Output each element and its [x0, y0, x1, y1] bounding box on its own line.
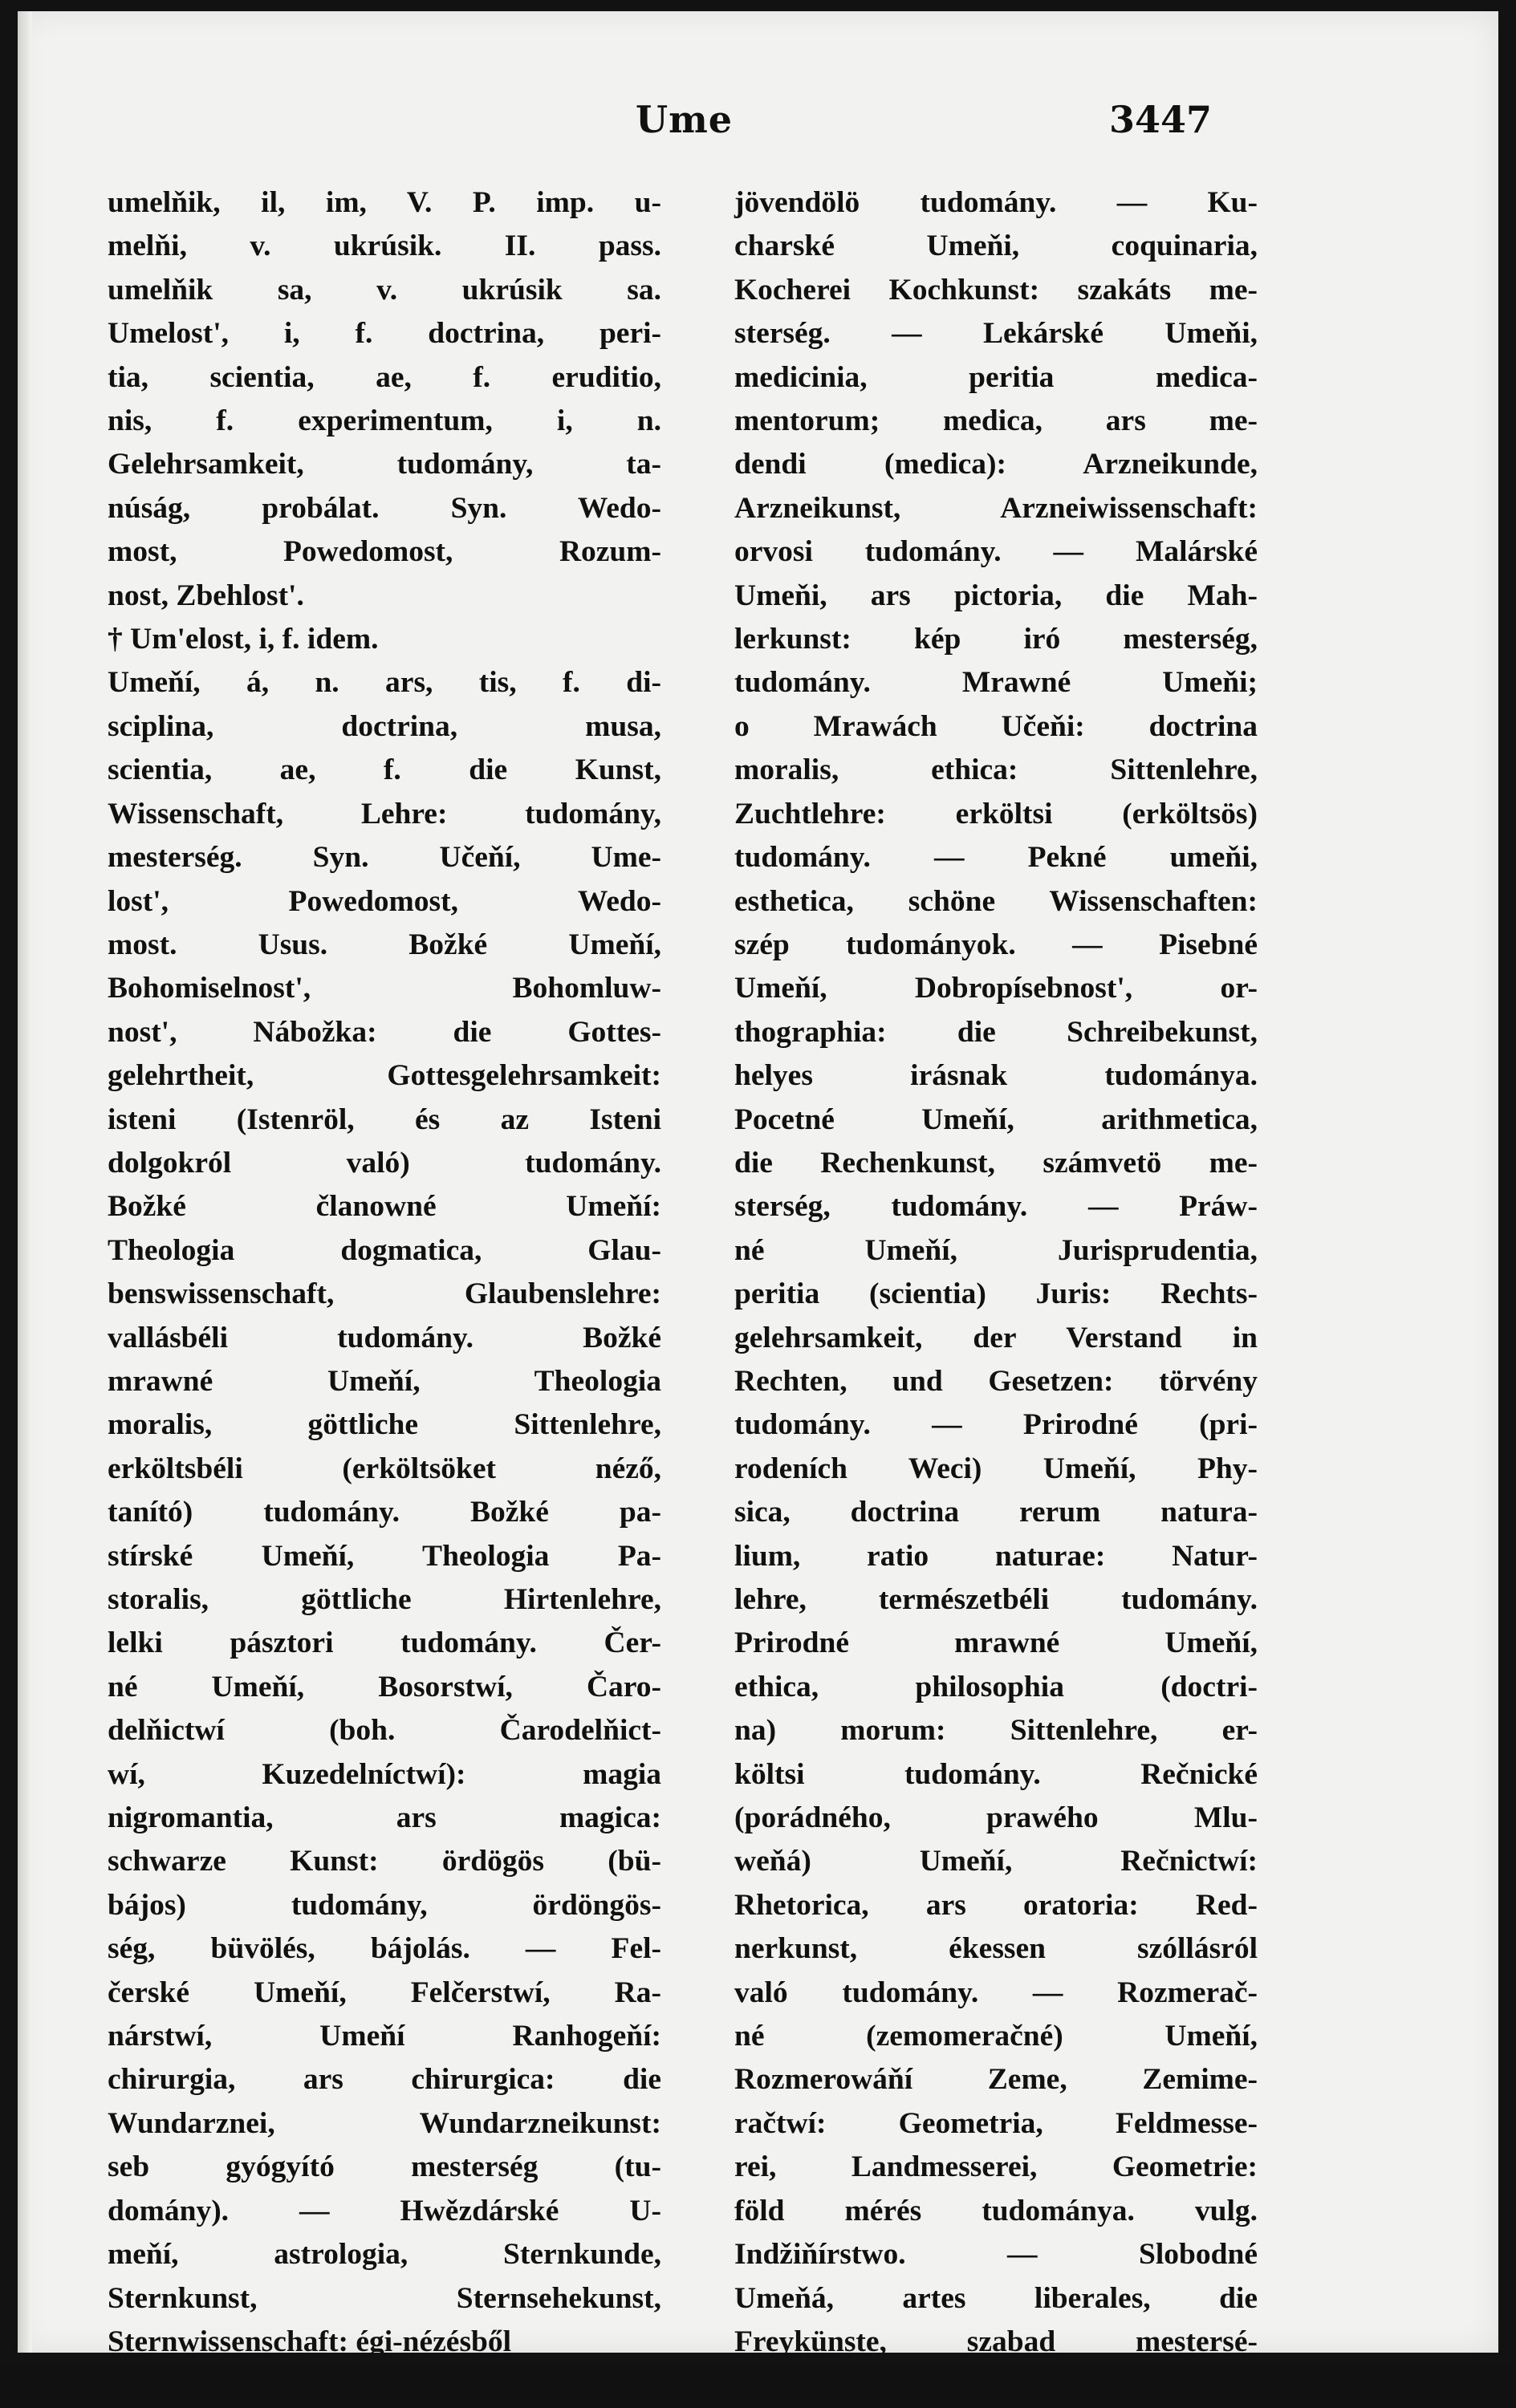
text-line: moralis, ethica: Sittenlehre,: [734, 753, 1258, 787]
text-line: nost', Nábožka: die Gottes-: [108, 1015, 661, 1049]
text-line: melňi, v. ukrúsik. II. pass.: [108, 229, 661, 263]
text-line: čerské Umeňí, Felčerstwí, Ra-: [108, 1976, 661, 2009]
text-line: Zuchtlehre: erköltsi (erköltsös): [734, 797, 1258, 830]
text-line: stírské Umeňí, Theologia Pa-: [108, 1539, 661, 1573]
text-line: račtwí: Geometria, Feldmesse-: [734, 2106, 1258, 2140]
text-line: benswissenschaft, Glaubenslehre:: [108, 1277, 661, 1311]
text-line: (porádného, prawého Mlu-: [734, 1801, 1258, 1835]
text-line: való tudomány. — Rozmerač-: [734, 1976, 1258, 2009]
text-line: Bohomiselnost', Bohomluw-: [108, 972, 661, 1005]
text-line: jövendölö tudomány. — Ku-: [734, 186, 1258, 219]
text-line: scientia, ae, f. die Kunst,: [108, 753, 661, 787]
text-line: storalis, göttliche Hirtenlehre,: [108, 1583, 661, 1616]
text-line: meňí, astrologia, Sternkunde,: [108, 2238, 661, 2272]
text-line: most, Powedomost, Rozum-: [108, 535, 661, 569]
text-line: ethica, philosophia (doctri-: [734, 1670, 1258, 1703]
text-line: gelehrtheit, Gottesgelehrsamkeit:: [108, 1059, 661, 1093]
running-head: Ume: [636, 98, 734, 141]
page-header: [18, 98, 1498, 154]
text-line: isteni (Istenröl, és az Isteni: [108, 1102, 661, 1136]
text-line: o Mrawách Učeňi: doctrina: [734, 709, 1258, 743]
text-line: Wissenschaft, Lehre: tudomány,: [108, 797, 661, 830]
text-line: tudomány. — Pekné umeňi,: [734, 841, 1258, 875]
text-line: bájos) tudomány, ördöngös-: [108, 1888, 661, 1922]
text-line: domány). — Hwězdárské U-: [108, 2194, 661, 2227]
text-line: lost', Powedomost, Wedo-: [108, 884, 661, 918]
text-line: Sternkunst, Sternsehekunst,: [108, 2281, 661, 2315]
text-line: die Rechenkunst, számvetö me-: [734, 1146, 1258, 1180]
text-line: Kocherei Kochkunst: szakáts me-: [734, 273, 1258, 307]
text-line: umelňik sa, v. ukrúsik sa.: [108, 273, 661, 307]
text-line: sciplina, doctrina, musa,: [108, 709, 661, 743]
text-line: föld mérés tudománya. vulg.: [734, 2194, 1258, 2227]
right-column: [734, 181, 1258, 2408]
text-line: mrawné Umeňí, Theologia: [108, 1364, 661, 1398]
text-line: moralis, göttliche Sittenlehre,: [108, 1408, 661, 1442]
text-line: Gelehrsamkeit, tudomány, ta-: [108, 448, 661, 481]
text-line: rei, Landmesserei, Geometrie:: [734, 2150, 1258, 2184]
text-line: seb gyógyító mesterség (tu-: [108, 2150, 661, 2184]
text-line: gek.: [734, 2369, 787, 2402]
text-line: charské Umeňi, coquinaria,: [734, 229, 1258, 263]
text-line: dendi (medica): Arzneikunde,: [734, 448, 1258, 481]
text-line: schwarze Kunst: ördögös (bü-: [108, 1845, 661, 1878]
text-line: sica, doctrina rerum natura-: [734, 1496, 1258, 1529]
text-line: † Um'elost, i, f. idem.: [108, 623, 379, 656]
text-line: Prirodné mrawné Umeňí,: [734, 1626, 1258, 1660]
text-line: nost, Zbehlost'.: [108, 579, 304, 612]
text-line: dolgokról való) tudomány.: [108, 1146, 661, 1180]
text-line: esthetica, schöne Wissenschaften:: [734, 884, 1258, 918]
text-line: Sternwissenschaft: égi-nézésből: [108, 2325, 512, 2358]
text-line: Pocetné Umeňí, arithmetica,: [734, 1102, 1258, 1136]
text-line: költsi tudomány. Rečnické: [734, 1757, 1258, 1791]
text-line: né Umeňí, Jurisprudentia,: [734, 1233, 1258, 1267]
text-line: weňá) Umeňí, Rečnictwí:: [734, 1845, 1258, 1878]
text-line: wí, Kuzedelníctwí): magia: [108, 1757, 661, 1791]
text-line: medicinia, peritia medica-: [734, 360, 1258, 394]
page-number: 3447: [1109, 98, 1213, 141]
text-line: Wundarznei, Wundarzneikunst:: [108, 2106, 661, 2140]
text-line: nárstwí, Umeňí Ranhogeňí:: [108, 2020, 661, 2053]
text-line: chirurgia, ars chirurgica: die: [108, 2063, 661, 2097]
text-line: núság, probálat. Syn. Wedo-: [108, 491, 661, 525]
text-line: Umelost', i, f. doctrina, peri-: [108, 317, 661, 351]
text-line: mentorum; medica, ars me-: [734, 404, 1258, 438]
text-line: most. Usus. Božké Umeňí,: [108, 928, 661, 961]
text-line: Arzneikunst, Arzneiwissenschaft:: [734, 491, 1258, 525]
text-line: lium, ratio naturae: Natur-: [734, 1539, 1258, 1573]
text-line: delňictwí (boh. Čarodelňict-: [108, 1714, 661, 1748]
text-line: Umeňí, Dobropísebnost', or-: [734, 972, 1258, 1005]
text-line: lehre, természetbéli tudomány.: [734, 1583, 1258, 1616]
text-line: nerkunst, ékessen szóllásról: [734, 1932, 1258, 1966]
text-line: né Umeňí, Bosorstwí, Čaro-: [108, 1670, 661, 1703]
text-line: tia, scientia, ae, f. eruditio,: [108, 360, 661, 394]
text-line: Božké članowné Umeňí:: [108, 1190, 661, 1224]
text-line: lerkunst: kép iró mesterség,: [734, 623, 1258, 656]
text-line: Indžiňírstwo. — Slobodné: [734, 2238, 1258, 2272]
text-line: Umeňi, ars pictoria, die Mah-: [734, 579, 1258, 612]
text-line: orvosi tudomány. — Malárské: [734, 535, 1258, 569]
text-line: tanító) tudomány. Božké pa-: [108, 1496, 661, 1529]
text-line: helyes irásnak tudománya.: [734, 1059, 1258, 1093]
text-line: Freykünste, szabad mestersé-: [734, 2325, 1258, 2358]
text-line: erköltsbéli (erköltsöket néző,: [108, 1452, 661, 1485]
text-line: vallásbéli tudomány. Božké: [108, 1321, 661, 1354]
text-line: tudomány. Mrawné Umeňi;: [734, 666, 1258, 700]
text-line: lelki pásztori tudomány. Čer-: [108, 1626, 661, 1660]
text-line: Umeňá, artes liberales, die: [734, 2281, 1258, 2315]
text-line: Rhetorica, ars oratoria: Red-: [734, 1888, 1258, 1922]
text-line: na) morum: Sittenlehre, er-: [734, 1714, 1258, 1748]
text-line: umelňik, il, im, V. P. imp. u-: [108, 186, 661, 219]
text-line: thographia: die Schreibekunst,: [734, 1015, 1258, 1049]
text-line: Rechten, und Gesetzen: törvény: [734, 1364, 1258, 1398]
text-line: mesterség. Syn. Učeňí, Ume-: [108, 841, 661, 875]
text-line: gelehrsamkeit, der Verstand in: [734, 1321, 1258, 1354]
text-line: né (zemomeračné) Umeňí,: [734, 2020, 1258, 2053]
text-line: nigromantia, ars magica:: [108, 1801, 661, 1835]
text-line: Theologia dogmatica, Glau-: [108, 1233, 661, 1267]
text-line: ség, büvölés, bájolás. — Fel-: [108, 1932, 661, 1966]
text-line: tudomány. — Prirodné (pri-: [734, 1408, 1258, 1442]
text-line: sterség, tudomány. — Práw-: [734, 1190, 1258, 1224]
text-line: sterség. — Lekárské Umeňi,: [734, 317, 1258, 351]
binding-shadow: [18, 11, 32, 2353]
text-line: szép tudományok. — Pisebné: [734, 928, 1258, 961]
text-line: rodeních Weci) Umeňí, Phy-: [734, 1452, 1258, 1485]
left-column: [108, 181, 661, 2364]
text-line: Umeňí, á, n. ars, tis, f. di-: [108, 666, 661, 700]
text-line: peritia (scientia) Juris: Rechts-: [734, 1277, 1258, 1311]
page: [18, 11, 1498, 2402]
text-line: Rozmerowáňí Zeme, Zemime-: [734, 2063, 1258, 2097]
text-line: nis, f. experimentum, i, n.: [108, 404, 661, 438]
